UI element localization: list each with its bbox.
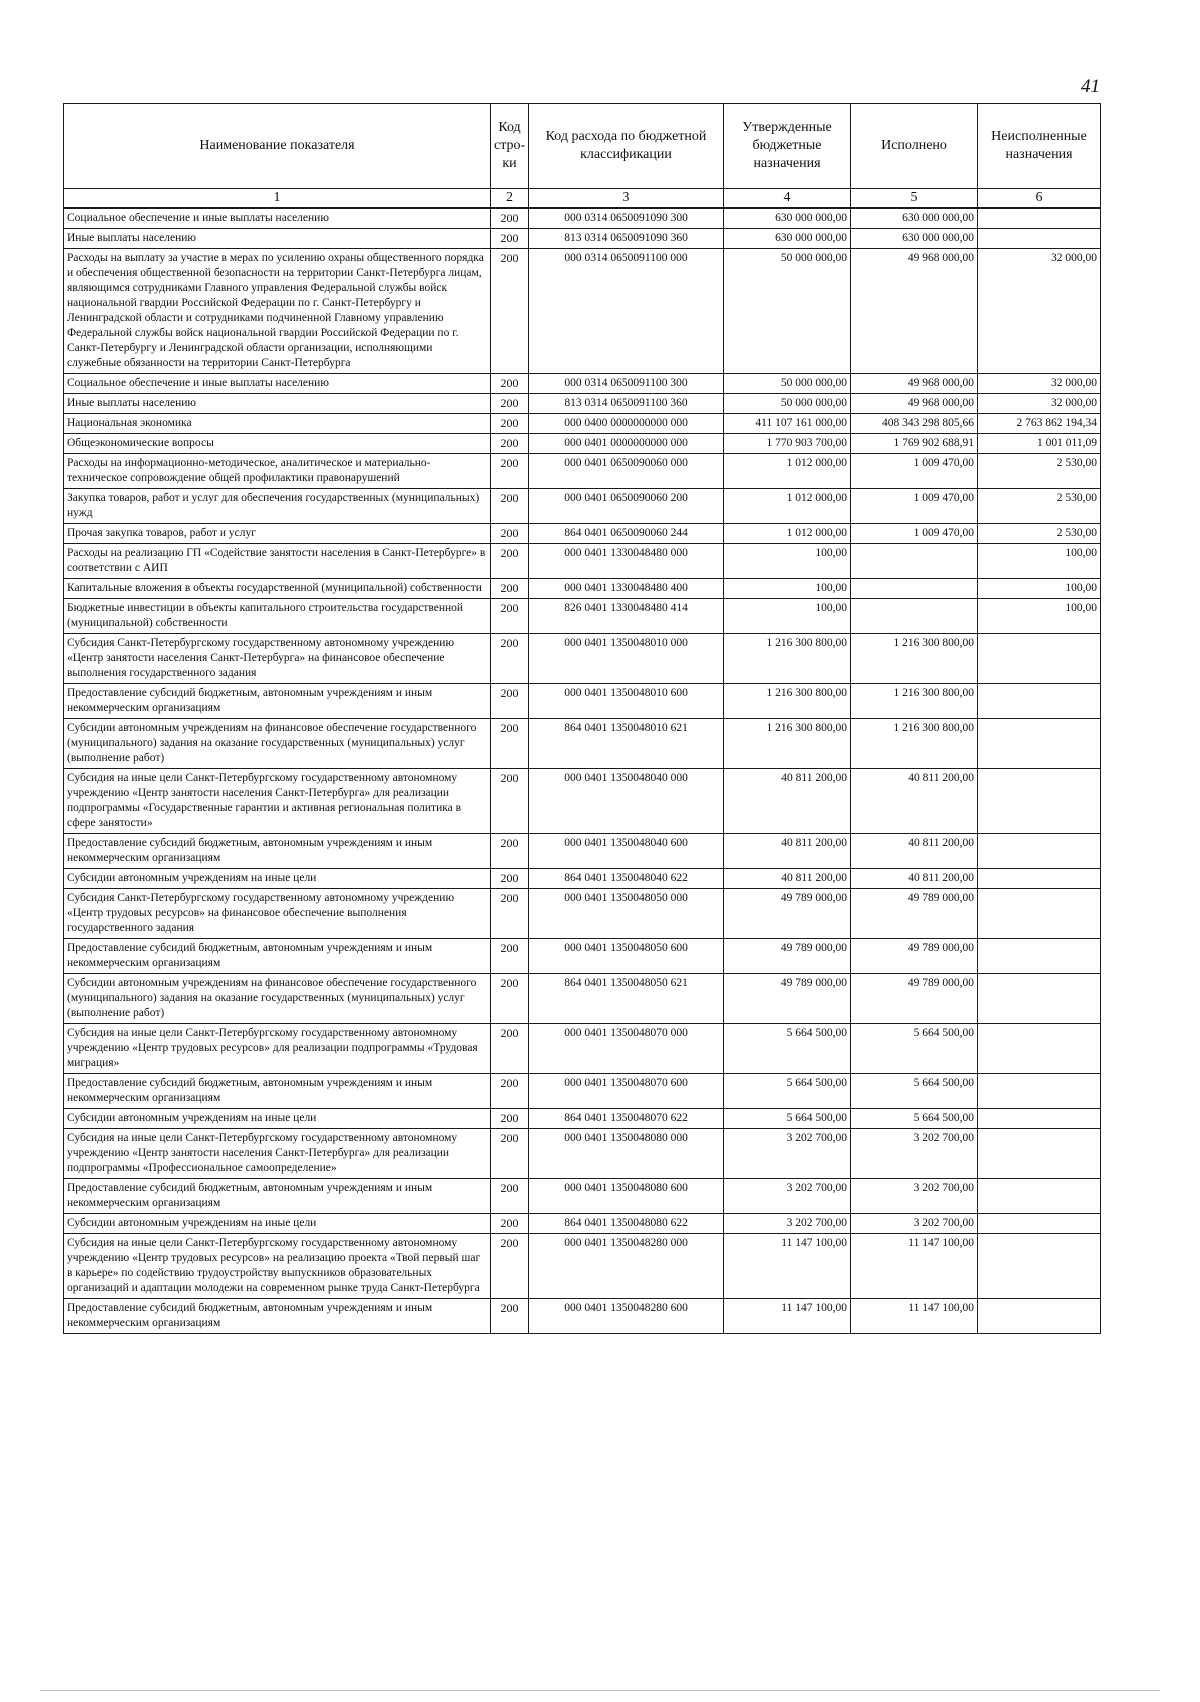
row-budget-class: 813 0314 0650091090 360 xyxy=(529,229,724,249)
row-approved: 1 770 903 700,00 xyxy=(724,434,851,454)
row-budget-class: 000 0401 0000000000 000 xyxy=(529,434,724,454)
row-budget-class: 000 0401 1350048070 000 xyxy=(529,1024,724,1074)
row-name: Субсидии автономным учреждениям на финансовое обеспечение государственного (муниципального) задания на оказание государственных (муниципальных) услуг (выполнение работ) xyxy=(64,719,491,769)
row-executed: 49 789 000,00 xyxy=(851,889,978,939)
table-row xyxy=(64,544,1101,579)
table-row xyxy=(64,684,1101,719)
table-row xyxy=(64,524,1101,544)
table-body xyxy=(64,208,1101,1334)
row-unexecuted xyxy=(978,229,1101,249)
row-unexecuted xyxy=(978,889,1101,939)
row-unexecuted xyxy=(978,1234,1101,1299)
row-approved: 49 789 000,00 xyxy=(724,939,851,974)
row-executed: 49 789 000,00 xyxy=(851,974,978,1024)
table-row xyxy=(64,434,1101,454)
row-line-code: 200 xyxy=(491,719,529,769)
row-name: Субсидии автономным учреждениям на иные цели xyxy=(64,869,491,889)
row-executed: 3 202 700,00 xyxy=(851,1129,978,1179)
row-unexecuted xyxy=(978,769,1101,834)
row-line-code: 200 xyxy=(491,1299,529,1334)
row-approved: 49 789 000,00 xyxy=(724,889,851,939)
row-line-code: 200 xyxy=(491,229,529,249)
row-name: Прочая закупка товаров, работ и услуг xyxy=(64,524,491,544)
row-approved: 3 202 700,00 xyxy=(724,1179,851,1214)
row-line-code: 200 xyxy=(491,1024,529,1074)
table-row xyxy=(64,834,1101,869)
row-budget-class: 000 0401 1350048280 600 xyxy=(529,1299,724,1334)
table-row xyxy=(64,769,1101,834)
row-line-code: 200 xyxy=(491,414,529,434)
row-line-code: 200 xyxy=(491,1214,529,1234)
column-number-row xyxy=(64,189,1101,209)
table-row xyxy=(64,208,1101,229)
table-row xyxy=(64,1214,1101,1234)
row-budget-class: 000 0400 0000000000 000 xyxy=(529,414,724,434)
row-unexecuted: 2 530,00 xyxy=(978,524,1101,544)
table-row xyxy=(64,1299,1101,1334)
row-unexecuted: 1 001 011,09 xyxy=(978,434,1101,454)
header-approved: Утвержденные бюджетные назначения xyxy=(724,104,851,189)
row-name: Субсидии автономным учреждениям на иные цели xyxy=(64,1109,491,1129)
row-line-code: 200 xyxy=(491,579,529,599)
row-executed: 1 009 470,00 xyxy=(851,454,978,489)
row-executed: 1 009 470,00 xyxy=(851,489,978,524)
row-approved: 50 000 000,00 xyxy=(724,249,851,374)
row-approved: 1 216 300 800,00 xyxy=(724,634,851,684)
table-row xyxy=(64,1234,1101,1299)
row-approved: 5 664 500,00 xyxy=(724,1024,851,1074)
row-budget-class: 864 0401 1350048010 621 xyxy=(529,719,724,769)
row-executed: 1 216 300 800,00 xyxy=(851,719,978,769)
row-approved: 3 202 700,00 xyxy=(724,1129,851,1179)
row-line-code: 200 xyxy=(491,434,529,454)
row-executed: 630 000 000,00 xyxy=(851,229,978,249)
row-unexecuted: 2 530,00 xyxy=(978,489,1101,524)
page-number: 41 xyxy=(1081,76,1100,97)
row-line-code: 200 xyxy=(491,524,529,544)
row-budget-class: 000 0401 1350048010 000 xyxy=(529,634,724,684)
row-name: Субсидия на иные цели Санкт-Петербургскому государственному автономному учреждению «Центр занятости населения Санкт-Петербурга» для реализации подпрограммы «Профессиональное самоопределение» xyxy=(64,1129,491,1179)
row-budget-class: 000 0401 1350048280 000 xyxy=(529,1234,724,1299)
row-name: Предоставление субсидий бюджетным, автономным учреждениям и иным некоммерческим организациям xyxy=(64,939,491,974)
row-executed: 40 811 200,00 xyxy=(851,834,978,869)
row-executed: 1 216 300 800,00 xyxy=(851,634,978,684)
row-executed xyxy=(851,544,978,579)
row-line-code: 200 xyxy=(491,249,529,374)
row-executed: 5 664 500,00 xyxy=(851,1109,978,1129)
row-budget-class: 826 0401 1330048480 414 xyxy=(529,599,724,634)
row-approved: 5 664 500,00 xyxy=(724,1074,851,1109)
row-executed: 40 811 200,00 xyxy=(851,769,978,834)
row-executed: 1 216 300 800,00 xyxy=(851,684,978,719)
row-name: Предоставление субсидий бюджетным, автономным учреждениям и иным некоммерческим организациям xyxy=(64,834,491,869)
row-unexecuted: 100,00 xyxy=(978,544,1101,579)
row-approved: 630 000 000,00 xyxy=(724,208,851,229)
row-unexecuted: 100,00 xyxy=(978,579,1101,599)
table-row xyxy=(64,889,1101,939)
row-unexecuted xyxy=(978,719,1101,769)
row-budget-class: 864 0401 1350048040 622 xyxy=(529,869,724,889)
column-number: 3 xyxy=(529,189,724,209)
row-unexecuted xyxy=(978,1214,1101,1234)
row-unexecuted xyxy=(978,1299,1101,1334)
row-approved: 1 012 000,00 xyxy=(724,524,851,544)
row-approved: 411 107 161 000,00 xyxy=(724,414,851,434)
row-approved: 50 000 000,00 xyxy=(724,394,851,414)
row-unexecuted: 32 000,00 xyxy=(978,249,1101,374)
row-executed: 49 968 000,00 xyxy=(851,249,978,374)
row-name: Предоставление субсидий бюджетным, автономным учреждениям и иным некоммерческим организациям xyxy=(64,1179,491,1214)
table-row xyxy=(64,414,1101,434)
row-name: Субсидии автономным учреждениям на финансовое обеспечение государственного (муниципального) задания на оказание государственных (муниципальных) услуг (выполнение работ) xyxy=(64,974,491,1024)
row-approved: 11 147 100,00 xyxy=(724,1234,851,1299)
table-row xyxy=(64,719,1101,769)
row-budget-class: 000 0401 1330048480 400 xyxy=(529,579,724,599)
row-name: Предоставление субсидий бюджетным, автономным учреждениям и иным некоммерческим организациям xyxy=(64,1074,491,1109)
row-executed: 3 202 700,00 xyxy=(851,1179,978,1214)
row-budget-class: 864 0401 1350048050 621 xyxy=(529,974,724,1024)
table-row xyxy=(64,1024,1101,1074)
row-budget-class: 000 0401 1350048040 600 xyxy=(529,834,724,869)
row-line-code: 200 xyxy=(491,939,529,974)
table-row xyxy=(64,599,1101,634)
row-budget-class: 000 0314 0650091100 300 xyxy=(529,374,724,394)
row-budget-class: 000 0314 0650091100 000 xyxy=(529,249,724,374)
row-executed: 11 147 100,00 xyxy=(851,1234,978,1299)
row-line-code: 200 xyxy=(491,834,529,869)
row-budget-class: 000 0401 1350048040 000 xyxy=(529,769,724,834)
row-approved: 40 811 200,00 xyxy=(724,769,851,834)
row-name: Расходы на информационно-методическое, аналитическое и материально-техническое сопровождение общей профилактики правонарушений xyxy=(64,454,491,489)
row-approved: 1 216 300 800,00 xyxy=(724,684,851,719)
table-row xyxy=(64,634,1101,684)
row-name: Национальная экономика xyxy=(64,414,491,434)
row-line-code: 200 xyxy=(491,769,529,834)
column-number: 5 xyxy=(851,189,978,209)
table-row xyxy=(64,1074,1101,1109)
column-number: 4 xyxy=(724,189,851,209)
row-executed: 5 664 500,00 xyxy=(851,1024,978,1074)
row-unexecuted xyxy=(978,1074,1101,1109)
row-unexecuted xyxy=(978,974,1101,1024)
row-name: Социальное обеспечение и иные выплаты населению xyxy=(64,208,491,229)
row-executed: 1 769 902 688,91 xyxy=(851,434,978,454)
row-approved: 40 811 200,00 xyxy=(724,834,851,869)
row-budget-class: 000 0401 1350048050 600 xyxy=(529,939,724,974)
budget-execution-table xyxy=(63,103,1101,1334)
row-approved: 5 664 500,00 xyxy=(724,1109,851,1129)
row-executed: 11 147 100,00 xyxy=(851,1299,978,1334)
header-name: Наименование показателя xyxy=(64,104,491,189)
row-unexecuted xyxy=(978,939,1101,974)
row-executed xyxy=(851,579,978,599)
row-budget-class: 000 0401 1350048080 600 xyxy=(529,1179,724,1214)
header-line-code: Код стро-ки xyxy=(491,104,529,189)
table-row xyxy=(64,1179,1101,1214)
row-budget-class: 000 0401 0650090060 200 xyxy=(529,489,724,524)
header-executed: Исполнено xyxy=(851,104,978,189)
row-line-code: 200 xyxy=(491,489,529,524)
row-unexecuted xyxy=(978,1024,1101,1074)
row-line-code: 200 xyxy=(491,208,529,229)
row-budget-class: 000 0401 1350048080 000 xyxy=(529,1129,724,1179)
header-unexecuted: Неисполненные назначения xyxy=(978,104,1101,189)
row-approved: 1 216 300 800,00 xyxy=(724,719,851,769)
row-name: Субсидия на иные цели Санкт-Петербургскому государственному автономному учреждению «Центр трудовых ресурсов» для реализации подпрограммы «Трудовая миграция» xyxy=(64,1024,491,1074)
page-bottom-rule xyxy=(40,1690,1160,1691)
row-budget-class: 864 0401 1350048080 622 xyxy=(529,1214,724,1234)
row-approved: 3 202 700,00 xyxy=(724,1214,851,1234)
header-budget-class: Код расхода по бюджетной классификации xyxy=(529,104,724,189)
row-budget-class: 000 0401 1350048070 600 xyxy=(529,1074,724,1109)
row-unexecuted xyxy=(978,1179,1101,1214)
row-approved: 630 000 000,00 xyxy=(724,229,851,249)
table-row xyxy=(64,939,1101,974)
row-executed: 49 789 000,00 xyxy=(851,939,978,974)
row-name: Субсидия Санкт-Петербургскому государственному автономному учреждению «Центр трудовых ресурсов» на финансовое обеспечение выполнения государственного задания xyxy=(64,889,491,939)
row-name: Социальное обеспечение и иные выплаты населению xyxy=(64,374,491,394)
table-row xyxy=(64,229,1101,249)
row-line-code: 200 xyxy=(491,869,529,889)
row-line-code: 200 xyxy=(491,634,529,684)
row-approved: 1 012 000,00 xyxy=(724,489,851,524)
table-row xyxy=(64,394,1101,414)
table-row xyxy=(64,454,1101,489)
row-budget-class: 864 0401 1350048070 622 xyxy=(529,1109,724,1129)
row-name: Общеэкономические вопросы xyxy=(64,434,491,454)
row-unexecuted: 2 763 862 194,34 xyxy=(978,414,1101,434)
table-row xyxy=(64,869,1101,889)
row-name: Субсидия на иные цели Санкт-Петербургскому государственному автономному учреждению «Центр трудовых ресурсов» на реализацию проекта «Твой первый шаг в карьере» по содействию трудоустройству выпускников образовательных организаций и адаптации молодежи на современном рынке труда Санкт-Петербурга xyxy=(64,1234,491,1299)
row-unexecuted: 2 530,00 xyxy=(978,454,1101,489)
table-row xyxy=(64,374,1101,394)
row-approved: 49 789 000,00 xyxy=(724,974,851,1024)
row-line-code: 200 xyxy=(491,974,529,1024)
row-name: Расходы на выплату за участие в мерах по усилению охраны общественного порядка и обеспечения общественной безопасности на территории Санкт-Петербурга лицам, являющимся сотрудниками Главного управления Федеральной службы войск национальной гвардии Российской Федерации по г. Санкт-Петербургу и Ленинградской области и сотрудниками подчиненной Главному управлению Федеральной службы войск национальной гвардии Российской Федерации по г. Санкт-Петербургу и Ленинградской области организации, исполняющими служебные обязанности на территории Санкт-Петербурга xyxy=(64,249,491,374)
column-number: 2 xyxy=(491,189,529,209)
row-executed: 49 968 000,00 xyxy=(851,394,978,414)
table-row xyxy=(64,974,1101,1024)
row-name: Субсидия на иные цели Санкт-Петербургскому государственному автономному учреждению «Центр занятости населения Санкт-Петербурга» для реализации подпрограммы «Государственные гарантии и активная региональная политика в сфере занятости» xyxy=(64,769,491,834)
row-unexecuted: 100,00 xyxy=(978,599,1101,634)
row-budget-class: 000 0401 0650090060 000 xyxy=(529,454,724,489)
row-unexecuted xyxy=(978,634,1101,684)
table-row xyxy=(64,249,1101,374)
row-line-code: 200 xyxy=(491,374,529,394)
row-name: Расходы на реализацию ГП «Содействие занятости населения в Санкт-Петербурге» в соответствии с АИП xyxy=(64,544,491,579)
row-name: Предоставление субсидий бюджетным, автономным учреждениям и иным некоммерческим организациям xyxy=(64,1299,491,1334)
row-executed: 49 968 000,00 xyxy=(851,374,978,394)
row-approved: 11 147 100,00 xyxy=(724,1299,851,1334)
row-name: Капитальные вложения в объекты государственной (муниципальной) собственности xyxy=(64,579,491,599)
row-unexecuted: 32 000,00 xyxy=(978,394,1101,414)
row-unexecuted xyxy=(978,834,1101,869)
row-budget-class: 000 0314 0650091090 300 xyxy=(529,208,724,229)
row-unexecuted xyxy=(978,208,1101,229)
row-approved: 40 811 200,00 xyxy=(724,869,851,889)
row-executed: 40 811 200,00 xyxy=(851,869,978,889)
row-name: Бюджетные инвестиции в объекты капитального строительства государственной (муниципальной) собственности xyxy=(64,599,491,634)
column-number: 6 xyxy=(978,189,1101,209)
column-number: 1 xyxy=(64,189,491,209)
row-line-code: 200 xyxy=(491,599,529,634)
row-approved: 1 012 000,00 xyxy=(724,454,851,489)
row-line-code: 200 xyxy=(491,454,529,489)
row-name: Иные выплаты населению xyxy=(64,229,491,249)
row-line-code: 200 xyxy=(491,1074,529,1109)
row-line-code: 200 xyxy=(491,1234,529,1299)
row-approved: 50 000 000,00 xyxy=(724,374,851,394)
row-approved: 100,00 xyxy=(724,579,851,599)
row-approved: 100,00 xyxy=(724,544,851,579)
row-name: Субсидия Санкт-Петербургскому государственному автономному учреждению «Центр занятости населения Санкт-Петербурга» на финансовое обеспечение выполнения государственного задания xyxy=(64,634,491,684)
table-row xyxy=(64,1109,1101,1129)
row-name: Закупка товаров, работ и услуг для обеспечения государственных (муниципальных) нужд xyxy=(64,489,491,524)
row-line-code: 200 xyxy=(491,889,529,939)
row-executed: 1 009 470,00 xyxy=(851,524,978,544)
table-row xyxy=(64,489,1101,524)
row-line-code: 200 xyxy=(491,1179,529,1214)
table-row xyxy=(64,1129,1101,1179)
row-unexecuted xyxy=(978,869,1101,889)
row-unexecuted xyxy=(978,684,1101,719)
header-row xyxy=(64,104,1101,189)
row-approved: 100,00 xyxy=(724,599,851,634)
row-line-code: 200 xyxy=(491,684,529,719)
row-line-code: 200 xyxy=(491,544,529,579)
row-executed xyxy=(851,599,978,634)
row-name: Субсидии автономным учреждениям на иные цели xyxy=(64,1214,491,1234)
row-unexecuted: 32 000,00 xyxy=(978,374,1101,394)
row-budget-class: 813 0314 0650091100 360 xyxy=(529,394,724,414)
row-executed: 630 000 000,00 xyxy=(851,208,978,229)
row-line-code: 200 xyxy=(491,1109,529,1129)
row-unexecuted xyxy=(978,1129,1101,1179)
row-name: Предоставление субсидий бюджетным, автономным учреждениям и иным некоммерческим организациям xyxy=(64,684,491,719)
table-row xyxy=(64,579,1101,599)
row-executed: 5 664 500,00 xyxy=(851,1074,978,1109)
row-budget-class: 000 0401 1350048010 600 xyxy=(529,684,724,719)
row-budget-class: 864 0401 0650090060 244 xyxy=(529,524,724,544)
row-line-code: 200 xyxy=(491,1129,529,1179)
row-budget-class: 000 0401 1350048050 000 xyxy=(529,889,724,939)
row-line-code: 200 xyxy=(491,394,529,414)
row-unexecuted xyxy=(978,1109,1101,1129)
row-name: Иные выплаты населению xyxy=(64,394,491,414)
row-executed: 3 202 700,00 xyxy=(851,1214,978,1234)
row-budget-class: 000 0401 1330048480 000 xyxy=(529,544,724,579)
row-executed: 408 343 298 805,66 xyxy=(851,414,978,434)
